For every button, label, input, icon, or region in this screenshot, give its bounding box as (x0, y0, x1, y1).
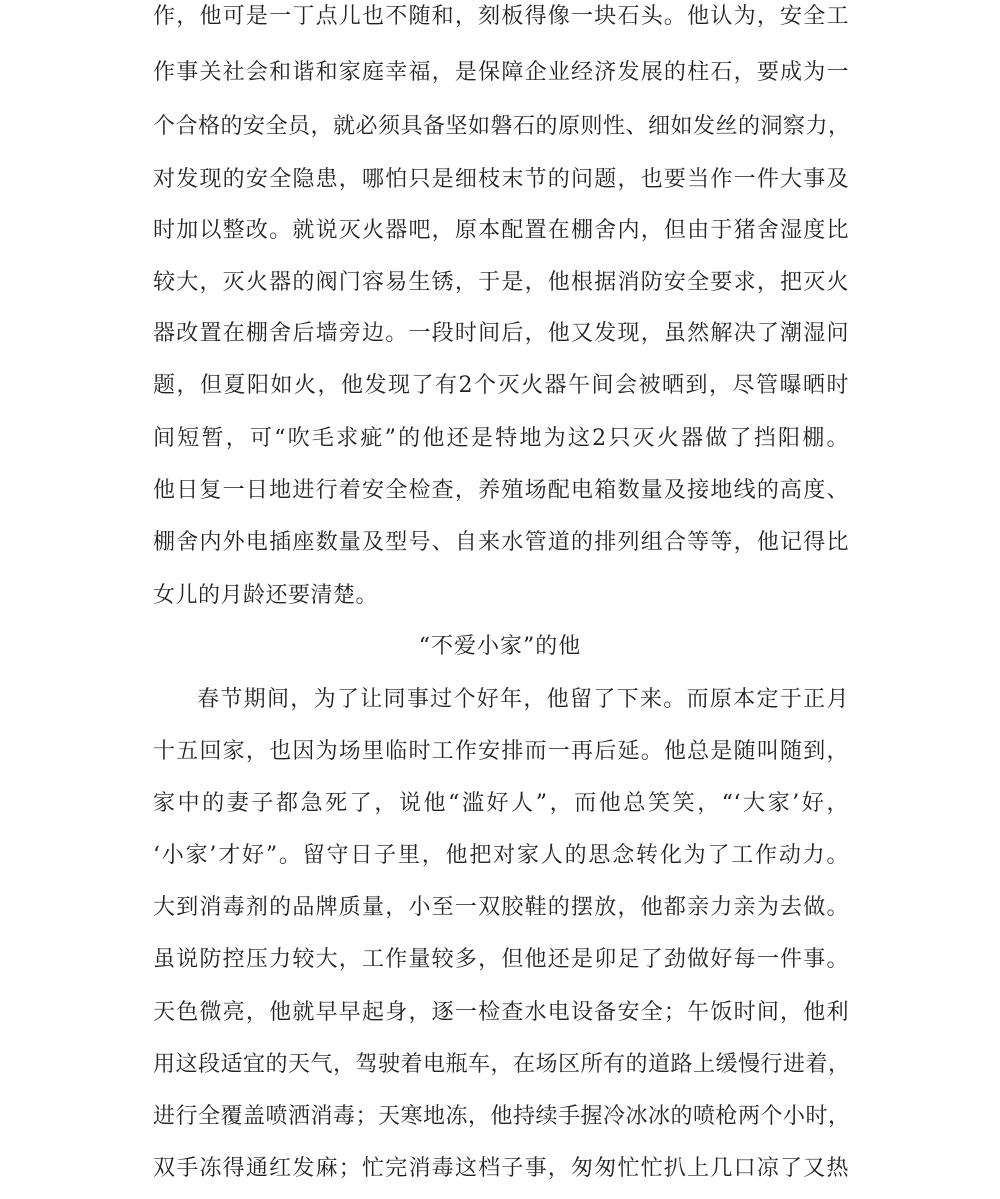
text-line: 用这段适宜的天气，驾驶着电瓶车，在场区所有的道路上缓慢行进着， (153, 1052, 851, 1077)
text-line: 对发现的安全隐患，哪怕只是细枝末节的问题，也要当作一件大事及 (153, 167, 849, 192)
text-line: 他日复一日地进行着安全检查，养殖场配电箱数量及接地线的高度、 (153, 478, 849, 503)
text-line: 间短暂，可“吹毛求疵”的他还是特地为这2只灭火器做了挡阳棚。 (153, 426, 849, 451)
text-line: 较大，灭火器的阀门容易生锈，于是，他根据消防安全要求，把灭火 (153, 270, 849, 295)
text-line: ‘小家’才好”。留守日子里，他把对家人的思念转化为了工作动力。 (153, 843, 849, 868)
text-line: 家中的妻子都急死了，说他“滥好人”，而他总笑笑，“‘大家’好， (153, 791, 849, 816)
text-line: 十五回家，也因为场里临时工作安排而一再后延。他总是随叫随到， (153, 739, 849, 764)
text-line: 大到消毒剂的品牌质量，小至一双胶鞋的摆放，他都亲力亲为去做。 (153, 895, 849, 920)
text-line: 天色微亮，他就早早起身，逐一检查水电设备安全；午饭时间，他利 (153, 1000, 849, 1025)
text-line: 作事关社会和谐和家庭幸福，是保障企业经济发展的柱石，要成为一 (153, 60, 849, 85)
text-line: 进行全覆盖喷洒消毒；天寒地冻，他持续手握冷冰冰的喷枪两个小时， (153, 1104, 851, 1129)
text-line: 个合格的安全员，就必须具备坚如磐石的原则性、细如发丝的洞察力， (153, 114, 851, 139)
text-line: 春节期间，为了让同事过个好年，他留了下来。而原本定于正月 (197, 687, 849, 712)
text-line: 棚舍内外电插座数量及型号、自来水管道的排列组合等等，他记得比 (153, 530, 849, 555)
text-line: 女儿的月龄还要清楚。 (153, 583, 379, 608)
text-line: 作，他可是一丁点儿也不随和，刻板得像一块石头。他认为，安全工 (153, 4, 849, 29)
text-line: 器改置在棚舍后墙旁边。一段时间后，他又发现，虽然解决了潮湿问 (153, 321, 849, 346)
text-line: 题，但夏阳如火，他发现了有2个灭火器午间会被晒到，尽管曝晒时 (153, 373, 849, 398)
text-line: 双手冻得通红发麻；忙完消毒这档子事，匆匆忙忙扒上几口凉了又热 (153, 1156, 849, 1181)
section-heading: “不爱小家”的他 (418, 634, 582, 659)
text-line: 虽说防控压力较大，工作量较多，但他还是卯足了劲做好每一件事。 (153, 947, 849, 972)
text-line: 时加以整改。就说灭火器吧，原本配置在棚舍内，但由于猪舍湿度比 (153, 218, 849, 243)
